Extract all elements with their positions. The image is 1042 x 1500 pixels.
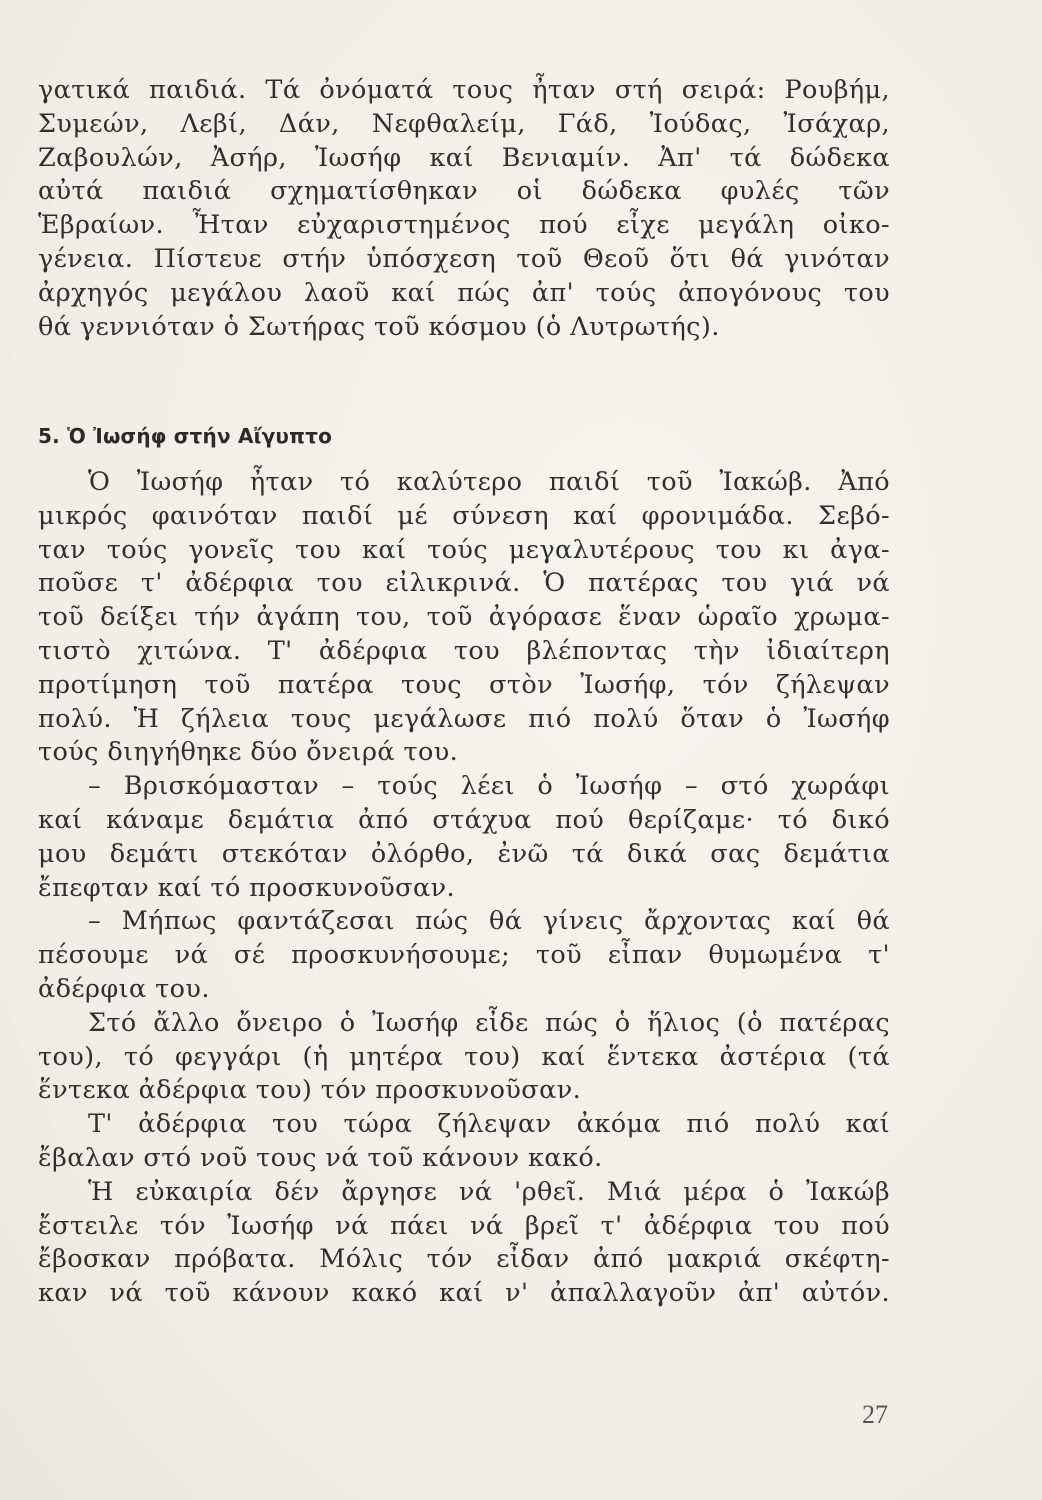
section-heading: 5. Ὁ Ἰωσήφ στήν Αἴγυπτο [38,424,333,448]
text-line: ἔβοσκαν πρόβατα. Μόλις τόν εἶδαν ἀπό μακριά σκέφτη- [38,1244,890,1275]
text-line: Ζαβουλών, Ἀσήρ, Ἰωσήφ καί Βενιαμίν. Ἀπ' τά δώδεκα [38,142,890,173]
page-number: 27 [862,1400,888,1429]
text-line: ἀρχηγός μεγάλου λαοῦ καί πώς ἀπ' τούς ἀπογόνους του [38,277,890,308]
text-line: τιστὸ χιτώνα. Τ' ἀδέρφια του βλέποντας τὴν ἰδιαίτερη [38,635,890,666]
text-line: Ἑβραίων. Ἦταν εὐχαριστημένος πού εἶχε μεγάλη οἰκο- [38,210,890,241]
text-line: προτίμηση τοῦ πατέρα τους στὸν Ἰωσήφ, τόν ζήλεψαν [38,669,890,700]
text-line: Ὁ Ἰωσήφ ἦταν τό καλύτερο παιδί τοῦ Ἰακώβ. Ἀπό [88,467,890,497]
text-line: γένεια. Πίστευε στήν ὑπόσχεση τοῦ Θεοῦ ὅτι θά γινόταν [38,243,890,274]
text-line: αὐτά παιδιά σχηματίσθηκαν οἱ δώδεκα φυλές τῶν [38,176,890,207]
text-line: ἔστειλε τόν Ἰωσήφ νά πάει νά βρεῖ τ' ἀδέρφια του πού [38,1210,890,1241]
text-line: – Βρισκόμασταν – τούς λέει ὁ Ἰωσήφ – στό χωράφι [88,771,890,802]
text-line: ποῦσε τ' ἀδέρφια του εἰλικρινά. Ὁ πατέρας του γιά νά [38,568,890,599]
text-line: θά γεννιόταν ὁ Σωτήρας τοῦ κόσμου (ὁ Λυτρωτής). [38,311,720,342]
text-line: Συμεών, Λεβί, Δάν, Νεφθαλείμ, Γάδ, Ἰούδας, Ἰσάχαρ, [38,108,890,139]
text-line: τούς διηγήθηκε δύο ὄνειρά του. [38,737,459,768]
text-line: ἔπεφταν καί τό προσκυνοῦσαν. [38,872,456,903]
main-text [38,466,890,1311]
text-line: πολύ. Ἡ ζήλεια τους μεγάλωσε πιό πολύ ὅταν ὁ Ἰωσήφ [38,703,890,734]
text-line: ἀδέρφια του. [38,973,210,1004]
intro-paragraph [38,74,890,344]
text-line: ἔβαλαν στό νοῦ τους νά τοῦ κάνουν κακό. [38,1142,603,1173]
text-line: τοῦ δείξει τήν ἀγάπη του, τοῦ ἀγόρασε ἕναν ὡραῖο χρωμα- [38,602,890,633]
text-line: μικρός φαινόταν παιδί μέ σύνεση καί φρονιμάδα. Σεβό- [38,500,890,531]
text-line: γατικά παιδιά. Τά ὀνόματά τους ἦταν στή σειρά: Ρουβήμ, [38,75,890,105]
text-line: καν νά τοῦ κάνουν κακό καί ν' ἀπαλλαγοῦν ἀπ' αὐτόν. [38,1278,890,1309]
text-line: καί κάναμε δεμάτια ἀπό στάχυα πού θερίζαμε· τό δικό [38,804,890,835]
text-line: Στό ἄλλο ὄνειρο ὁ Ἰωσήφ εἶδε πώς ὁ ἥλιος (ὁ πατέρας [88,1007,890,1038]
text-line: πέσουμε νά σέ προσκυνήσουμε; τοῦ εἶπαν θυμωμένα τ' [38,940,890,971]
text-line: Τ' ἀδέρφια του τώρα ζήλεψαν ἀκόμα πιό πολύ καί [88,1109,890,1140]
text-line: μου δεμάτι στεκόταν ὀλόρθο, ἐνῶ τά δικά σας δεμάτια [38,838,890,869]
text-line: ταν τούς γονεῖς του καί τούς μεγαλυτέρους του κι ἀγα- [38,534,890,565]
text-line: Ἡ εὐκαιρία δέν ἄργησε νά 'ρθεῖ. Μιά μέρα ὁ Ἰακώβ [88,1176,890,1207]
text-line: του), τό φεγγάρι (ἡ μητέρα του) καί ἕντεκα ἀστέρια (τά [38,1041,890,1072]
text-line: – Μήπως φαντάζεσαι πώς θά γίνεις ἄρχοντας καί θά [88,906,890,937]
text-line: ἕντεκα ἀδέρφια του) τόν προσκυνοῦσαν. [38,1075,582,1106]
